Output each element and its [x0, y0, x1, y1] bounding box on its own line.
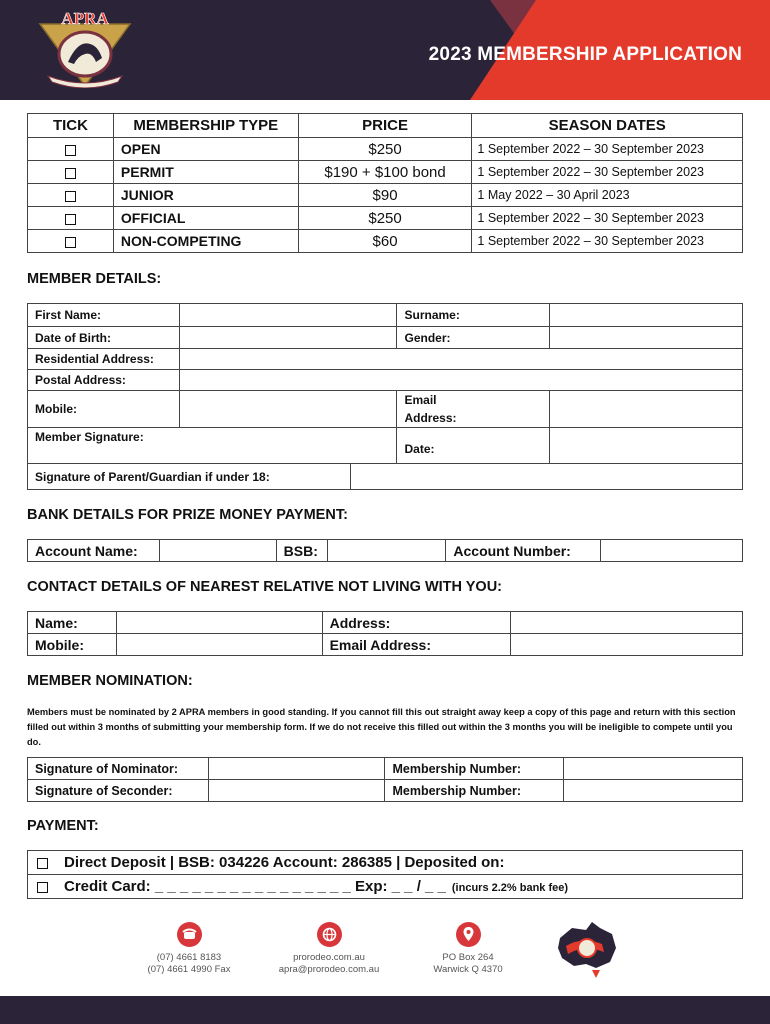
membership-type: NON-COMPETING	[113, 230, 298, 253]
relative-name-label: Name:	[28, 612, 117, 634]
seconder-membership-number-field[interactable]	[564, 780, 743, 802]
apra-logo	[38, 10, 132, 88]
season-dates: 1 September 2022 – 30 September 2023	[472, 207, 743, 230]
membership-price: $190 + $100 bond	[298, 161, 472, 184]
guardian-signature-label: Signature of Parent/Guardian if under 18:	[28, 464, 351, 490]
member-signature-label: Member Signature:	[28, 428, 397, 464]
relative-mobile-field[interactable]	[116, 634, 322, 656]
column-header-tick: TICK	[28, 114, 114, 138]
credit-card-label: Credit Card: _ _ _ _ _ _ _ _ _ _ _ _ _ _ _ _ Exp: _ _ / _ _	[64, 878, 446, 895]
nominator-membership-number-field[interactable]	[564, 758, 743, 780]
account-number-field[interactable]	[601, 540, 743, 562]
credit-card-checkbox[interactable]	[37, 882, 48, 893]
payment-heading: PAYMENT:	[27, 818, 99, 834]
phone-icon	[177, 922, 202, 947]
relative-email-label: Email Address:	[322, 634, 511, 656]
seconder-signature-label: Signature of Seconder:	[28, 780, 209, 802]
page-footer-bar	[0, 996, 770, 1024]
bank-fee-note: (incurs 2.2% bank fee)	[451, 882, 569, 894]
season-dates: 1 September 2022 – 30 September 2023	[472, 161, 743, 184]
nominator-signature-label: Signature of Nominator:	[28, 758, 209, 780]
membership-type-table	[27, 113, 743, 253]
bank-details-heading: BANK DETAILS FOR PRIZE MONEY PAYMENT:	[27, 507, 348, 523]
column-header-dates: SEASON DATES	[472, 114, 743, 138]
membership-price: $250	[298, 207, 472, 230]
gender-field[interactable]	[550, 327, 743, 349]
email-label-line1: Email	[404, 393, 437, 407]
account-number-label: Account Number:	[446, 540, 601, 562]
po-box: PO Box 264	[442, 952, 494, 963]
table-row	[28, 184, 743, 207]
relative-mobile-label: Mobile:	[28, 634, 117, 656]
bank-details-form	[27, 539, 743, 562]
nominator-membership-number-label: Membership Number:	[385, 758, 564, 780]
member-nomination-heading: MEMBER NOMINATION:	[27, 673, 193, 689]
date-label: Date:	[397, 428, 550, 464]
footer-phone	[130, 922, 248, 976]
bsb-field[interactable]	[327, 540, 446, 562]
first-name-field[interactable]	[179, 304, 397, 327]
direct-deposit-checkbox[interactable]	[37, 858, 48, 869]
table-row	[28, 161, 743, 184]
email-label	[397, 391, 550, 428]
surname-label: Surname:	[397, 304, 550, 327]
seconder-membership-number-label: Membership Number:	[385, 780, 564, 802]
surname-field[interactable]	[550, 304, 743, 327]
table-header-row	[28, 114, 743, 138]
mobile-field[interactable]	[179, 391, 397, 428]
dob-label: Date of Birth:	[28, 327, 180, 349]
location-pin-icon	[456, 922, 481, 947]
tick-checkbox-junior[interactable]	[65, 191, 76, 202]
footer-address	[420, 922, 516, 976]
relative-name-field[interactable]	[116, 612, 322, 634]
member-details-heading: MEMBER DETAILS:	[27, 271, 162, 287]
membership-type: JUNIOR	[113, 184, 298, 207]
tick-checkbox-official[interactable]	[65, 214, 76, 225]
globe-icon	[317, 922, 342, 947]
date-field[interactable]	[550, 428, 743, 464]
column-header-type: MEMBERSHIP TYPE	[113, 114, 298, 138]
membership-price: $60	[298, 230, 472, 253]
guardian-signature-field[interactable]	[350, 464, 742, 490]
residential-address-label: Residential Address:	[28, 349, 180, 370]
fax-number: (07) 4661 4990 Fax	[147, 964, 231, 975]
email-link[interactable]: apra@prorodeo.com.au	[278, 964, 380, 975]
credit-card-option	[28, 875, 743, 899]
membership-type: OPEN	[113, 138, 298, 161]
mobile-label: Mobile:	[28, 391, 180, 428]
season-dates: 1 September 2022 – 30 September 2023	[472, 138, 743, 161]
account-name-label: Account Name:	[28, 540, 160, 562]
column-header-price: PRICE	[298, 114, 472, 138]
postal-address-field[interactable]	[179, 370, 742, 391]
direct-deposit-option	[28, 851, 743, 875]
membership-type: PERMIT	[113, 161, 298, 184]
dob-field[interactable]	[179, 327, 397, 349]
table-row	[28, 207, 743, 230]
gender-label: Gender:	[397, 327, 550, 349]
nominator-signature-field[interactable]	[208, 758, 385, 780]
relative-address-label: Address:	[322, 612, 511, 634]
website-link[interactable]: prorodeo.com.au	[293, 952, 365, 963]
nomination-instructions: Members must be nominated by 2 APRA members in good standing. If you cannot fill this out straight away keep a copy of this page and return with this section filled out within 3 months of submitting your membership form. If we do not receive this filled out within the 3 months you will be ineligible to compete until you do.	[27, 707, 736, 747]
membership-type: OFFICIAL	[113, 207, 298, 230]
svg-text:APRA: APRA	[61, 10, 109, 28]
phone-number[interactable]: (07) 4661 8183	[156, 952, 222, 963]
first-name-label: First Name:	[28, 304, 180, 327]
relative-contact-heading: CONTACT DETAILS OF NEAREST RELATIVE NOT LIVING WITH YOU:	[27, 579, 503, 595]
nomination-form	[27, 757, 743, 802]
season-dates: 1 September 2022 – 30 September 2023	[472, 230, 743, 253]
australia-rodeo-logo	[552, 918, 622, 980]
email-field[interactable]	[550, 391, 743, 428]
bsb-label: BSB:	[276, 540, 327, 562]
postal-address-label: Postal Address:	[28, 370, 180, 391]
direct-deposit-label: Direct Deposit | BSB: 034226 Account: 286385 | Deposited on:	[64, 854, 505, 871]
footer-web	[262, 922, 396, 976]
account-name-field[interactable]	[159, 540, 276, 562]
table-row	[28, 138, 743, 161]
email-label-line2: Address:	[404, 411, 457, 425]
tick-checkbox-non-competing[interactable]	[65, 237, 76, 248]
page-title: 2023 MEMBERSHIP APPLICATION	[428, 44, 742, 65]
seconder-signature-field[interactable]	[208, 780, 385, 802]
town: Warwick Q 4370	[433, 964, 503, 975]
payment-options	[27, 850, 743, 899]
tick-checkbox-permit[interactable]	[65, 168, 76, 179]
membership-price: $250	[298, 138, 472, 161]
page-header	[0, 0, 770, 100]
table-row	[28, 230, 743, 253]
member-details-form	[27, 303, 743, 490]
relative-address-field[interactable]	[511, 612, 743, 634]
season-dates: 1 May 2022 – 30 April 2023	[472, 184, 743, 207]
tick-checkbox-open[interactable]	[65, 145, 76, 156]
residential-address-field[interactable]	[179, 349, 742, 370]
relative-email-field[interactable]	[511, 634, 743, 656]
membership-price: $90	[298, 184, 472, 207]
relative-contact-form	[27, 611, 743, 656]
